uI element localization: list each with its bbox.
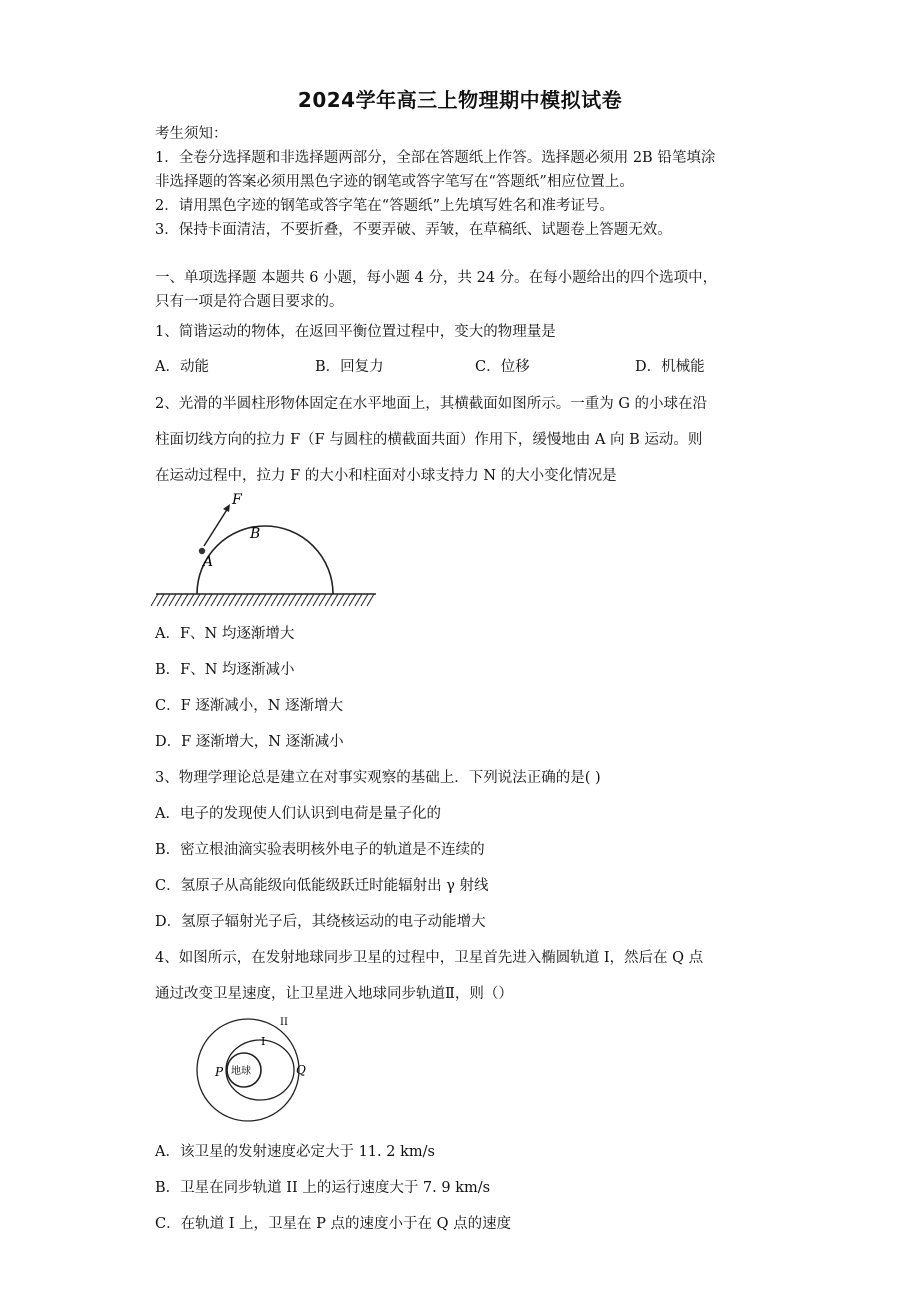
q3-option-c: C．氢原子从高能级向低能级跃迁时能辐射出 γ 射线 bbox=[155, 878, 489, 894]
q1-option-d: D．机械能 bbox=[635, 359, 705, 375]
q2-line1: 2、光滑的半圆柱形物体固定在水平地面上，其横截面如图所示。一重为 G 的小球在沿 bbox=[155, 396, 708, 412]
notice-heading: 考生须知： bbox=[155, 126, 228, 142]
label-q: Q bbox=[296, 1063, 306, 1077]
q4-option-a: A．该卫星的发射速度必定大于 11. 2 km/s bbox=[155, 1144, 435, 1160]
q4-option-b: B．卫星在同步轨道 II 上的运行速度大于 7. 9 km/s bbox=[155, 1180, 491, 1196]
q4-orbit-figure bbox=[188, 1016, 318, 1128]
exam-title: 2024学年高三上物理期中模拟试卷 bbox=[297, 88, 623, 112]
hatch-stroke bbox=[337, 594, 344, 606]
hatch-stroke bbox=[301, 594, 308, 606]
section1-line1: 一、单项选择题 本题共 6 小题，每小题 4 分，共 24 分。在每小题给出的四个选项中， bbox=[155, 270, 718, 286]
label-a: A bbox=[203, 554, 214, 570]
notice-item-3: 3．保持卡面清洁，不要折叠，不要弄破、弄皱，在草稿纸、试题卷上答题无效。 bbox=[155, 222, 672, 238]
label-ii: II bbox=[280, 1017, 288, 1028]
hatch-stroke bbox=[229, 594, 236, 606]
label-b: B bbox=[250, 526, 261, 542]
hatch-stroke bbox=[295, 594, 302, 606]
hatch-stroke bbox=[175, 594, 182, 606]
hatch-stroke bbox=[211, 594, 218, 606]
hatch-stroke bbox=[151, 594, 158, 606]
hatch-stroke bbox=[241, 594, 248, 606]
q3-option-b: B．密立根油滴实验表明核外电子的轨道是不连续的 bbox=[155, 842, 485, 858]
hatch-stroke bbox=[319, 594, 326, 606]
notice-item-1a: 1．全卷分选择题和非选择题两部分，全部在答题纸上作答。选择题必须用 2B 铅笔填涂 bbox=[155, 150, 716, 166]
hatch-stroke bbox=[307, 594, 314, 606]
q3-option-d: D．氢原子辐射光子后，其绕核运动的电子动能增大 bbox=[155, 914, 486, 930]
notice-item-1b: 非选择题的答案必须用黑色字迹的钢笔或答字笔写在“答题纸”相应位置上。 bbox=[155, 174, 634, 190]
hatch-stroke bbox=[331, 594, 338, 606]
ground-hatching bbox=[151, 594, 376, 606]
label-i: I bbox=[261, 1035, 266, 1048]
q2-option-a: A．F、N 均逐渐增大 bbox=[155, 626, 295, 642]
hatch-stroke bbox=[259, 594, 266, 606]
hatch-stroke bbox=[169, 594, 176, 606]
hatch-stroke bbox=[289, 594, 296, 606]
hatch-stroke bbox=[235, 594, 242, 606]
q2-semicylinder-figure bbox=[150, 488, 380, 618]
hatch-stroke bbox=[205, 594, 212, 606]
hatch-stroke bbox=[193, 594, 200, 606]
hatch-stroke bbox=[187, 594, 194, 606]
q1-options bbox=[155, 355, 775, 377]
label-p: P bbox=[215, 1065, 224, 1079]
hatch-stroke bbox=[325, 594, 332, 606]
section1-line2: 只有一项是符合题目要求的。 bbox=[155, 294, 344, 310]
hatch-stroke bbox=[271, 594, 278, 606]
q3-stem: 3、物理学理论总是建立在对事实观察的基础上．下列说法正确的是( ) bbox=[155, 770, 601, 786]
semicircle-surface bbox=[197, 526, 333, 594]
q4-line2: 通过改变卫星速度，让卫星进入地球同步轨道Ⅱ，则（） bbox=[155, 986, 513, 1002]
hatch-stroke bbox=[199, 594, 206, 606]
q2-option-b: B．F、N 均逐渐减小 bbox=[155, 662, 295, 678]
q2-line3: 在运动过程中，拉力 F 的大小和柱面对小球支持力 N 的大小变化情况是 bbox=[155, 468, 617, 484]
q4-option-c: C．在轨道 I 上，卫星在 P 点的速度小于在 Q 点的速度 bbox=[155, 1216, 512, 1232]
label-f: F bbox=[232, 492, 242, 508]
hatch-stroke bbox=[253, 594, 260, 606]
hatch-stroke bbox=[277, 594, 284, 606]
hatch-stroke bbox=[247, 594, 254, 606]
label-earth: 地球 bbox=[231, 1066, 251, 1077]
hatch-stroke bbox=[217, 594, 224, 606]
q3-option-a: A．电子的发现使人们认识到电荷是量子化的 bbox=[155, 806, 441, 822]
hatch-stroke bbox=[181, 594, 188, 606]
q2-line2: 柱面切线方向的拉力 F（F 与圆柱的横截面共面）作用下，缓慢地由 A 向 B 运动。则 bbox=[155, 432, 703, 448]
hatch-stroke bbox=[343, 594, 350, 606]
hatch-stroke bbox=[157, 594, 164, 606]
hatch-stroke bbox=[163, 594, 170, 606]
q2-option-c: C．F 逐渐减小，N 逐渐增大 bbox=[155, 698, 344, 714]
q2-option-d: D．F 逐渐增大，N 逐渐减小 bbox=[155, 734, 344, 750]
hatch-stroke bbox=[265, 594, 272, 606]
hatch-stroke bbox=[355, 594, 362, 606]
hatch-stroke bbox=[313, 594, 320, 606]
hatch-stroke bbox=[361, 594, 368, 606]
hatch-stroke bbox=[367, 594, 374, 606]
q1-option-c: C．位移 bbox=[475, 359, 530, 375]
notice-item-2: 2．请用黑色字迹的钢笔或答字笔在“答题纸”上先填写姓名和准考证号。 bbox=[155, 198, 615, 214]
q1-option-b: B．回复力 bbox=[315, 359, 384, 375]
hatch-stroke bbox=[349, 594, 356, 606]
hatch-stroke bbox=[223, 594, 230, 606]
q1-stem: 1、简谐运动的物体，在返回平衡位置过程中，变大的物理量是 bbox=[155, 324, 556, 340]
hatch-stroke bbox=[283, 594, 290, 606]
q1-option-a: A．动能 bbox=[155, 359, 209, 375]
q4-line1: 4、如图所示，在发射地球同步卫星的过程中，卫星首先进入椭圆轨道 I，然后在 Q 点 bbox=[155, 950, 704, 966]
